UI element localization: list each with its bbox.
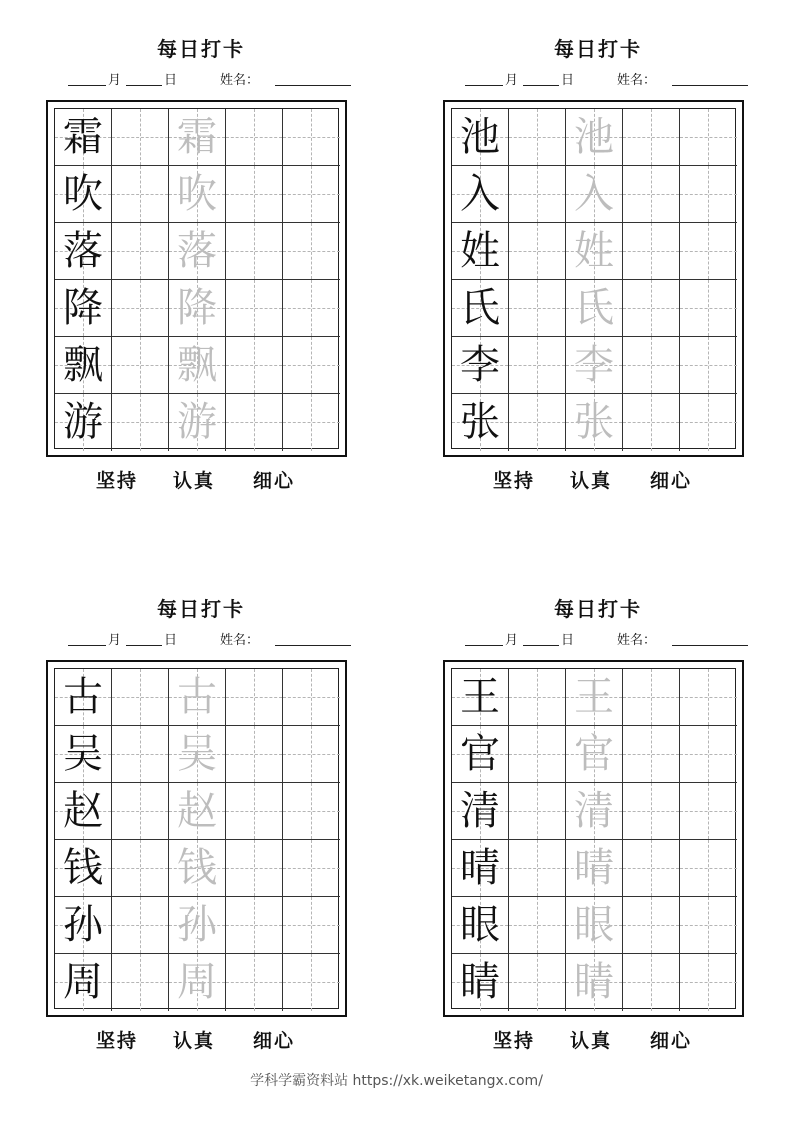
writing-cell[interactable] <box>283 840 340 897</box>
card-title: 每日打卡 <box>554 597 642 621</box>
trace-cell <box>566 897 623 954</box>
writing-cell[interactable] <box>283 337 340 394</box>
model-character: 赵 <box>63 788 103 834</box>
day-blank[interactable] <box>523 645 559 646</box>
model-cell <box>452 280 509 337</box>
writing-cell[interactable] <box>112 166 169 223</box>
writing-cell[interactable] <box>226 223 283 280</box>
writing-cell[interactable] <box>509 783 566 840</box>
day-label: 日 <box>561 633 575 648</box>
writing-cell[interactable] <box>680 223 737 280</box>
model-character: 张 <box>460 399 500 445</box>
writing-cell[interactable] <box>226 726 283 783</box>
trace-character: 睛 <box>574 959 614 1005</box>
trace-cell <box>169 840 226 897</box>
writing-cell[interactable] <box>509 840 566 897</box>
model-character: 池 <box>460 114 500 160</box>
writing-cell[interactable] <box>680 726 737 783</box>
trace-cell <box>169 954 226 1011</box>
writing-cell[interactable] <box>112 954 169 1011</box>
motto-row <box>46 1028 356 1054</box>
model-cell <box>452 783 509 840</box>
writing-cell[interactable] <box>509 166 566 223</box>
model-cell <box>452 840 509 897</box>
writing-cell[interactable] <box>623 669 680 726</box>
writing-cell[interactable] <box>509 109 566 166</box>
model-character: 晴 <box>460 845 500 891</box>
practice-card <box>46 34 356 504</box>
writing-cell[interactable] <box>283 109 340 166</box>
trace-character: 游 <box>177 399 217 445</box>
model-cell <box>55 669 112 726</box>
trace-character: 清 <box>574 788 614 834</box>
writing-cell[interactable] <box>283 394 340 451</box>
trace-character: 落 <box>177 228 217 274</box>
writing-cell[interactable] <box>509 669 566 726</box>
trace-cell <box>169 337 226 394</box>
date-name-row <box>443 632 753 650</box>
writing-cell[interactable] <box>680 337 737 394</box>
model-cell <box>55 337 112 394</box>
writing-cell[interactable] <box>283 280 340 337</box>
tianzige-grid <box>451 108 736 449</box>
card-title: 每日打卡 <box>157 37 245 61</box>
writing-cell[interactable] <box>623 840 680 897</box>
trace-cell <box>566 109 623 166</box>
writing-cell[interactable] <box>226 840 283 897</box>
model-character: 姓 <box>460 228 500 274</box>
writing-cell[interactable] <box>226 669 283 726</box>
trace-cell <box>566 669 623 726</box>
writing-cell[interactable] <box>283 223 340 280</box>
model-cell <box>452 109 509 166</box>
writing-cell[interactable] <box>623 726 680 783</box>
name-label: 姓名： <box>220 633 260 648</box>
model-cell <box>55 280 112 337</box>
writing-cell[interactable] <box>283 897 340 954</box>
trace-cell <box>566 954 623 1011</box>
motto-row <box>443 1028 753 1054</box>
writing-cell[interactable] <box>623 337 680 394</box>
trace-cell <box>169 280 226 337</box>
trace-cell <box>566 280 623 337</box>
name-blank[interactable] <box>275 645 351 646</box>
writing-cell[interactable] <box>226 280 283 337</box>
trace-cell <box>169 223 226 280</box>
month-blank[interactable] <box>465 645 503 646</box>
model-cell <box>55 109 112 166</box>
model-cell <box>452 726 509 783</box>
writing-cell[interactable] <box>112 840 169 897</box>
writing-cell[interactable] <box>509 954 566 1011</box>
writing-cell[interactable] <box>623 166 680 223</box>
month-label: 月 <box>505 73 519 88</box>
writing-cell[interactable] <box>112 394 169 451</box>
trace-cell <box>566 840 623 897</box>
writing-cell[interactable] <box>680 280 737 337</box>
writing-cell[interactable] <box>112 726 169 783</box>
model-character: 清 <box>460 788 500 834</box>
name-label: 姓名： <box>617 633 657 648</box>
motto-word: 细心 <box>253 470 296 492</box>
writing-cell[interactable] <box>283 166 340 223</box>
writing-cell[interactable] <box>680 954 737 1011</box>
month-blank[interactable] <box>68 85 106 86</box>
writing-cell[interactable] <box>283 954 340 1011</box>
trace-cell <box>566 394 623 451</box>
model-character: 周 <box>63 959 103 1005</box>
writing-cell[interactable] <box>283 783 340 840</box>
motto-word: 坚持 <box>493 470 536 492</box>
tianzige-grid <box>54 668 339 1009</box>
writing-cell[interactable] <box>226 897 283 954</box>
trace-character: 晴 <box>574 845 614 891</box>
model-cell <box>55 897 112 954</box>
name-label: 姓名： <box>617 73 657 88</box>
motto-word: 细心 <box>650 470 693 492</box>
motto-word: 坚持 <box>96 470 139 492</box>
writing-cell[interactable] <box>509 337 566 394</box>
model-cell <box>55 166 112 223</box>
practice-frame <box>443 660 744 1017</box>
month-blank[interactable] <box>68 645 106 646</box>
model-character: 官 <box>460 731 500 777</box>
model-character: 睛 <box>460 959 500 1005</box>
trace-cell <box>566 337 623 394</box>
model-cell <box>452 166 509 223</box>
writing-cell[interactable] <box>623 223 680 280</box>
practice-card <box>443 34 753 504</box>
trace-character: 赵 <box>177 788 217 834</box>
model-character: 孙 <box>63 902 103 948</box>
model-character: 古 <box>63 674 103 720</box>
card-title: 每日打卡 <box>554 37 642 61</box>
practice-frame <box>46 100 347 457</box>
practice-frame <box>443 100 744 457</box>
writing-cell[interactable] <box>623 394 680 451</box>
trace-cell <box>169 669 226 726</box>
model-character: 吹 <box>63 171 103 217</box>
practice-card <box>443 594 753 1064</box>
writing-cell[interactable] <box>226 337 283 394</box>
writing-cell[interactable] <box>112 109 169 166</box>
trace-character: 张 <box>574 399 614 445</box>
date-name-row <box>46 632 356 650</box>
trace-cell <box>169 166 226 223</box>
model-cell <box>452 337 509 394</box>
trace-cell <box>566 223 623 280</box>
writing-cell[interactable] <box>509 394 566 451</box>
trace-cell <box>566 726 623 783</box>
writing-cell[interactable] <box>623 954 680 1011</box>
trace-character: 姓 <box>574 228 614 274</box>
writing-cell[interactable] <box>226 954 283 1011</box>
writing-cell[interactable] <box>283 726 340 783</box>
model-cell <box>452 897 509 954</box>
month-label: 月 <box>108 73 122 88</box>
month-label: 月 <box>108 633 122 648</box>
motto-row <box>46 468 356 494</box>
writing-cell[interactable] <box>623 897 680 954</box>
writing-cell[interactable] <box>226 394 283 451</box>
trace-cell <box>566 166 623 223</box>
trace-character: 飘 <box>177 342 217 388</box>
day-blank[interactable] <box>523 85 559 86</box>
trace-character: 降 <box>177 285 217 331</box>
practice-card <box>46 594 356 1064</box>
model-cell <box>55 223 112 280</box>
model-character: 落 <box>63 228 103 274</box>
writing-cell[interactable] <box>112 337 169 394</box>
model-character: 游 <box>63 399 103 445</box>
month-label: 月 <box>505 633 519 648</box>
trace-character: 眼 <box>574 902 614 948</box>
writing-cell[interactable] <box>112 897 169 954</box>
footer-watermark: 学科学霸资料站 https://xk.weiketangx.com/ <box>250 1073 543 1089</box>
model-character: 入 <box>460 171 500 217</box>
motto-word: 认真 <box>173 1030 216 1052</box>
day-blank[interactable] <box>126 645 162 646</box>
writing-cell[interactable] <box>112 223 169 280</box>
name-blank[interactable] <box>672 85 748 86</box>
trace-cell <box>169 726 226 783</box>
trace-character: 入 <box>574 171 614 217</box>
motto-row <box>443 468 753 494</box>
day-label: 日 <box>164 633 178 648</box>
trace-character: 吴 <box>177 731 217 777</box>
trace-cell <box>169 783 226 840</box>
writing-cell[interactable] <box>509 897 566 954</box>
writing-cell[interactable] <box>226 166 283 223</box>
writing-cell[interactable] <box>623 109 680 166</box>
trace-character: 周 <box>177 959 217 1005</box>
trace-character: 孙 <box>177 902 217 948</box>
motto-word: 认真 <box>173 470 216 492</box>
model-cell <box>452 394 509 451</box>
trace-character: 氏 <box>574 285 614 331</box>
model-cell <box>55 954 112 1011</box>
model-character: 眼 <box>460 902 500 948</box>
trace-cell <box>566 783 623 840</box>
model-cell <box>55 726 112 783</box>
writing-cell[interactable] <box>112 280 169 337</box>
name-blank[interactable] <box>672 645 748 646</box>
writing-cell[interactable] <box>509 726 566 783</box>
name-blank[interactable] <box>275 85 351 86</box>
model-cell <box>452 954 509 1011</box>
day-blank[interactable] <box>126 85 162 86</box>
trace-cell <box>169 897 226 954</box>
date-name-row <box>46 72 356 90</box>
tianzige-grid <box>451 668 736 1009</box>
writing-cell[interactable] <box>680 897 737 954</box>
model-cell <box>55 394 112 451</box>
date-name-row <box>443 72 753 90</box>
motto-word: 坚持 <box>96 1030 139 1052</box>
trace-character: 古 <box>177 674 217 720</box>
day-label: 日 <box>164 73 178 88</box>
model-character: 飘 <box>63 342 103 388</box>
writing-cell[interactable] <box>509 280 566 337</box>
tianzige-grid <box>54 108 339 449</box>
trace-character: 霜 <box>177 114 217 160</box>
trace-cell <box>169 109 226 166</box>
month-blank[interactable] <box>465 85 503 86</box>
card-title: 每日打卡 <box>157 597 245 621</box>
model-character: 降 <box>63 285 103 331</box>
model-cell <box>452 669 509 726</box>
writing-cell[interactable] <box>680 669 737 726</box>
model-character: 霜 <box>63 114 103 160</box>
practice-frame <box>46 660 347 1017</box>
motto-word: 细心 <box>253 1030 296 1052</box>
writing-cell[interactable] <box>680 840 737 897</box>
writing-cell[interactable] <box>112 783 169 840</box>
trace-character: 池 <box>574 114 614 160</box>
writing-cell[interactable] <box>509 223 566 280</box>
model-character: 李 <box>460 342 500 388</box>
writing-cell[interactable] <box>680 166 737 223</box>
writing-cell[interactable] <box>623 280 680 337</box>
writing-cell[interactable] <box>623 783 680 840</box>
motto-word: 认真 <box>570 470 613 492</box>
model-cell <box>55 783 112 840</box>
writing-cell[interactable] <box>226 109 283 166</box>
trace-character: 官 <box>574 731 614 777</box>
writing-cell[interactable] <box>112 669 169 726</box>
motto-word: 认真 <box>570 1030 613 1052</box>
trace-character: 李 <box>574 342 614 388</box>
trace-cell <box>169 394 226 451</box>
trace-character: 钱 <box>177 845 217 891</box>
model-character: 吴 <box>63 731 103 777</box>
model-cell <box>55 840 112 897</box>
trace-character: 吹 <box>177 171 217 217</box>
motto-word: 细心 <box>650 1030 693 1052</box>
motto-word: 坚持 <box>493 1030 536 1052</box>
name-label: 姓名： <box>220 73 260 88</box>
writing-cell[interactable] <box>283 669 340 726</box>
writing-cell[interactable] <box>680 783 737 840</box>
writing-cell[interactable] <box>680 394 737 451</box>
writing-cell[interactable] <box>226 783 283 840</box>
trace-character: 王 <box>574 674 614 720</box>
model-character: 钱 <box>63 845 103 891</box>
model-cell <box>452 223 509 280</box>
model-character: 王 <box>460 674 500 720</box>
model-character: 氏 <box>460 285 500 331</box>
writing-cell[interactable] <box>680 109 737 166</box>
day-label: 日 <box>561 73 575 88</box>
